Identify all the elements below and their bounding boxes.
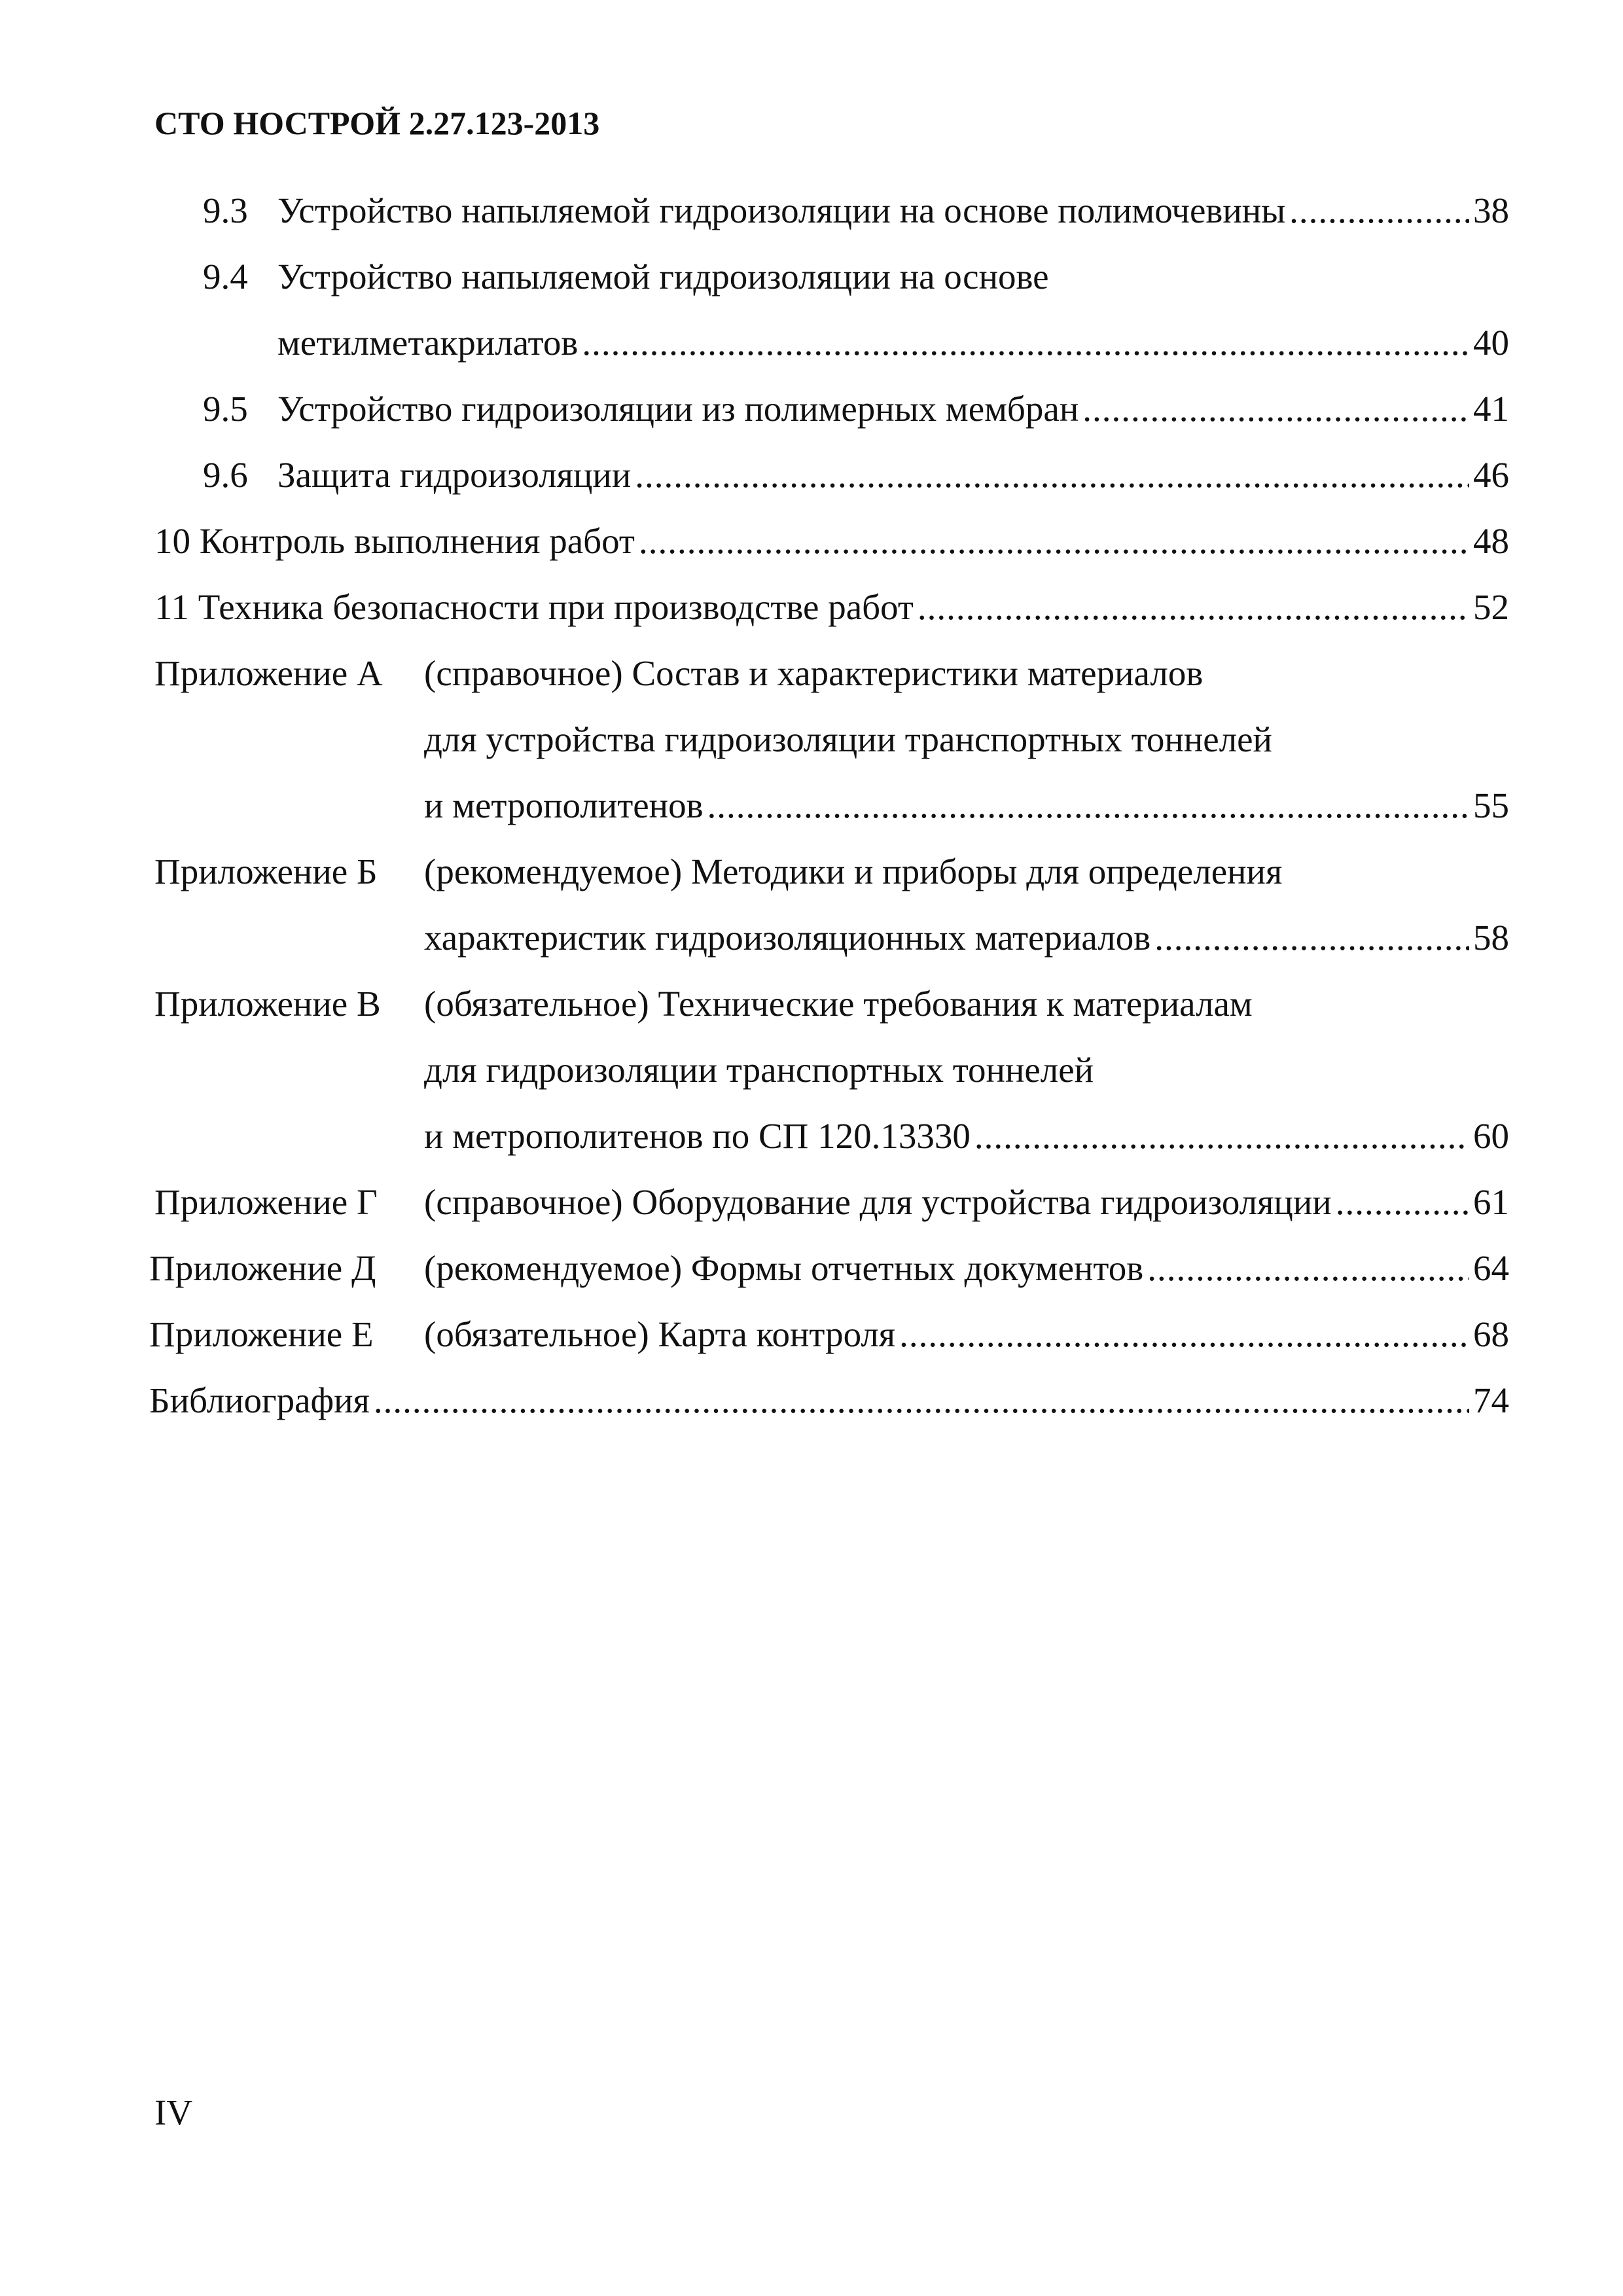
appendix-a-label: Приложение А	[154, 653, 383, 693]
dot-leader	[899, 1314, 1469, 1355]
appendix-b-line1[interactable]: (рекомендуемое) Методики и приборы для определения	[424, 852, 1283, 891]
toc-entry-text: Устройство напыляемой гидроизоляции на основе полимочевины	[277, 190, 1286, 230]
dot-leader	[374, 1380, 1469, 1421]
toc-page-number: 61	[1473, 1182, 1509, 1222]
toc-entry-appendix-v[interactable]	[424, 1115, 1509, 1181]
toc-entry-9-5[interactable]	[277, 388, 1509, 454]
toc-page-number: 58	[1473, 918, 1509, 958]
toc-num-9-5: 9.5	[203, 389, 248, 429]
dot-leader	[639, 520, 1469, 562]
appendix-a-line2[interactable]: для устройства гидроизоляции транспортных тоннелей	[424, 719, 1272, 759]
toc-entry-text: 11 Техника безопасности при производстве работ	[154, 587, 914, 627]
document-code-header: СТО НОСТРОЙ 2.27.123-2013	[154, 105, 600, 141]
toc-page-number: 55	[1473, 785, 1509, 825]
toc-entry-appendix-g[interactable]	[424, 1181, 1509, 1247]
toc-entry-text: и метрополитенов	[424, 785, 704, 825]
toc-num-9-4: 9.4	[203, 257, 248, 296]
toc-entry-appendix-d[interactable]	[424, 1247, 1509, 1313]
toc-num-9-3: 9.3	[203, 190, 248, 230]
dot-leader	[1154, 917, 1469, 958]
toc-page-number: 74	[1473, 1380, 1509, 1420]
dot-leader	[974, 1115, 1469, 1157]
dot-leader	[1336, 1181, 1469, 1223]
toc-entry-text: 10 Контроль выполнения работ	[154, 521, 635, 561]
appendix-v-label: Приложение В	[154, 984, 381, 1024]
toc-page-number: 68	[1473, 1314, 1509, 1354]
dot-leader	[1289, 190, 1469, 231]
appendix-v-line2[interactable]: для гидроизоляции транспортных тоннелей	[424, 1050, 1094, 1090]
toc-page-number: 46	[1473, 455, 1509, 495]
dot-leader	[1082, 388, 1469, 429]
toc-entry-appendix-a[interactable]	[424, 785, 1509, 850]
dot-leader	[635, 454, 1469, 495]
toc-entry-appendix-e[interactable]	[424, 1314, 1509, 1379]
dot-leader	[1147, 1247, 1469, 1289]
toc-page-number: 38	[1473, 190, 1509, 230]
dot-leader	[582, 322, 1469, 363]
toc-entry-appendix-b[interactable]	[424, 917, 1509, 982]
appendix-v-line1[interactable]: (обязательное) Технические требования к материалам	[424, 984, 1253, 1024]
toc-entry-9-4[interactable]	[277, 322, 1509, 387]
toc-entry-9-3[interactable]	[277, 190, 1509, 255]
page-number-footer: IV	[154, 2092, 193, 2132]
toc-entry-bibliography[interactable]	[149, 1380, 1509, 1445]
toc-entry-11[interactable]	[154, 586, 1509, 652]
toc-page-number: 60	[1473, 1116, 1509, 1156]
toc-num-9-6: 9.6	[203, 455, 248, 495]
toc-entry-10[interactable]	[154, 520, 1509, 586]
toc-page-number: 64	[1473, 1248, 1509, 1288]
toc-entry-text: характеристик гидроизоляционных материалов	[424, 918, 1151, 958]
toc-entry-9-4-line1[interactable]: Устройство напыляемой гидроизоляции на основе	[277, 257, 1049, 296]
dot-leader	[918, 586, 1469, 628]
toc-entry-text: Устройство гидроизоляции из полимерных мембран	[277, 389, 1079, 429]
toc-page-number: 40	[1473, 323, 1509, 363]
toc-page-number: 41	[1473, 389, 1509, 429]
toc-entry-9-6[interactable]	[277, 454, 1509, 520]
appendix-g-label: Приложение Г	[154, 1182, 378, 1222]
toc-page-number: 48	[1473, 521, 1509, 561]
toc-page-number: 52	[1473, 587, 1509, 627]
toc-entry-text: и метрополитенов по СП 120.13330	[424, 1116, 971, 1156]
toc-entry-text: (обязательное) Карта контроля	[424, 1314, 896, 1354]
appendix-e-label: Приложение Е	[149, 1314, 374, 1354]
toc-entry-text: Библиография	[149, 1380, 370, 1420]
dot-leader	[707, 785, 1469, 826]
appendix-a-line1[interactable]: (справочное) Состав и характеристики материалов	[424, 653, 1204, 693]
toc-entry-text: (рекомендуемое) Формы отчетных документов	[424, 1248, 1144, 1288]
toc-entry-text: Защита гидроизоляции	[277, 455, 632, 495]
toc-entry-text: (справочное) Оборудование для устройства гидроизоляции	[424, 1182, 1332, 1222]
appendix-b-label: Приложение Б	[154, 852, 378, 891]
toc-entry-text: метилметакрилатов	[277, 323, 579, 363]
appendix-d-label: Приложение Д	[149, 1248, 376, 1288]
